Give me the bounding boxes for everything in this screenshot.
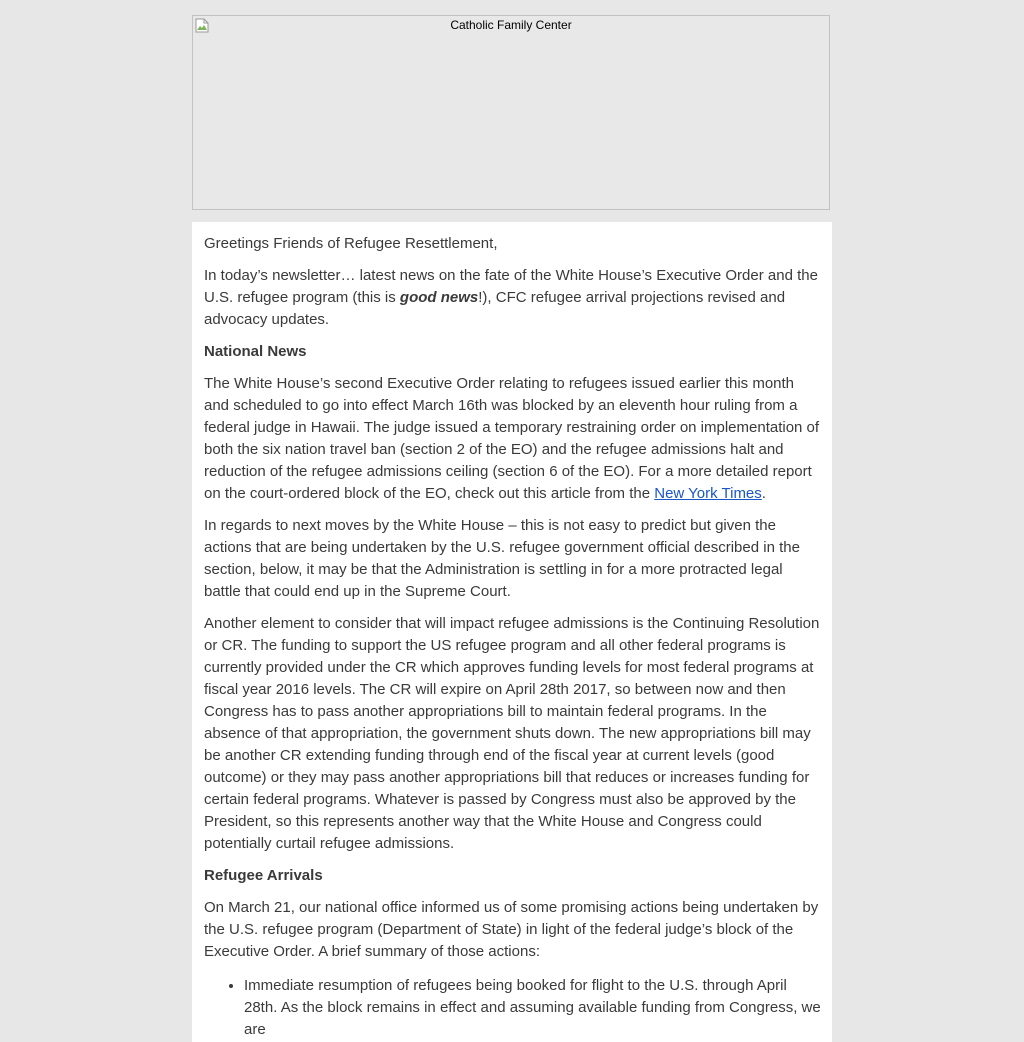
header-image-alt-text: Catholic Family Center xyxy=(450,18,572,32)
greeting: Greetings Friends of Refugee Resettlement, xyxy=(204,235,498,252)
actions-list xyxy=(204,975,822,1041)
national-news-paragraph-3: Another element to consider that will impact refugee admissions is the Continuing Resolution or CR. The funding to support the US refugee program and all other federal programs is currently provided under the CR which approves funding levels for most federal programs at fiscal year 2016 levels. The CR will expire on April 28th 2017, so between now and then Congress has to pass another appropriations bill to maintain federal programs. In the absence of that appropriation, the government shuts down. The new appropriations bill may be another CR extending funding through end of the fiscal year at current levels (good outcome) or they may pass another appropriations bill that reduces or increases funding for certain federal programs. Whatever is passed by Congress must also be approved by the President, so this represents another way that the White House and Congress could potentially curtail refugee admissions. xyxy=(204,615,820,852)
national-news-p1-text: The White House’s second Executive Order relating to refugees issued earlier this month and scheduled to go into effect March 16th was blocked by an eleventh hour ruling from a federal judge in Hawaii. The judge issued a temporary restraining order on implementation of both the six nation travel ban (section 2 of the EO) and the refugee admissions halt and reduction of the refugee admissions ceiling (section 6 of the EO). For a more detailed report on the court-ordered block of the EO, check out this article from the xyxy=(204,375,820,502)
refugee-arrivals-paragraph-1: On March 21, our national office informed us of some promising actions being undertaken by the U.S. refugee program (Department of State) in light of the federal judge’s block of the Executive Order. A brief summary of those actions: xyxy=(204,899,819,960)
national-news-paragraph-2: In regards to next moves by the White House – this is not easy to predict but given the actions that are being undertaken by the U.S. refugee government official described in the section, below, it may be that the Administration is settling in for a more protracted legal battle that could end up in the Supreme Court. xyxy=(204,517,800,600)
national-news-heading: National News xyxy=(204,343,307,360)
list-item: • Immediate resumption of refugees being booked for flight to the U.S. through April 28th. As the block remains in effect and assuming available funding from Congress, we are xyxy=(244,975,822,1041)
refugee-arrivals-heading: Refugee Arrivals xyxy=(204,867,323,884)
intro-text-end: !), CFC refugee arrival projections revised and advocacy updates. xyxy=(204,289,786,328)
intro-text-start: In today’s newsletter… latest news on the fate of the White House’s Executive Order and the U.S. refugee program (this is xyxy=(204,267,818,306)
newsletter-body xyxy=(192,222,832,1042)
intro-emphasis: good news xyxy=(399,289,479,306)
new-york-times-link[interactable]: New York Times xyxy=(654,485,762,502)
national-news-paragraph-1 xyxy=(204,373,822,505)
national-news-p1-end: . xyxy=(761,485,766,502)
header-image xyxy=(192,15,830,210)
intro-paragraph xyxy=(204,265,822,331)
